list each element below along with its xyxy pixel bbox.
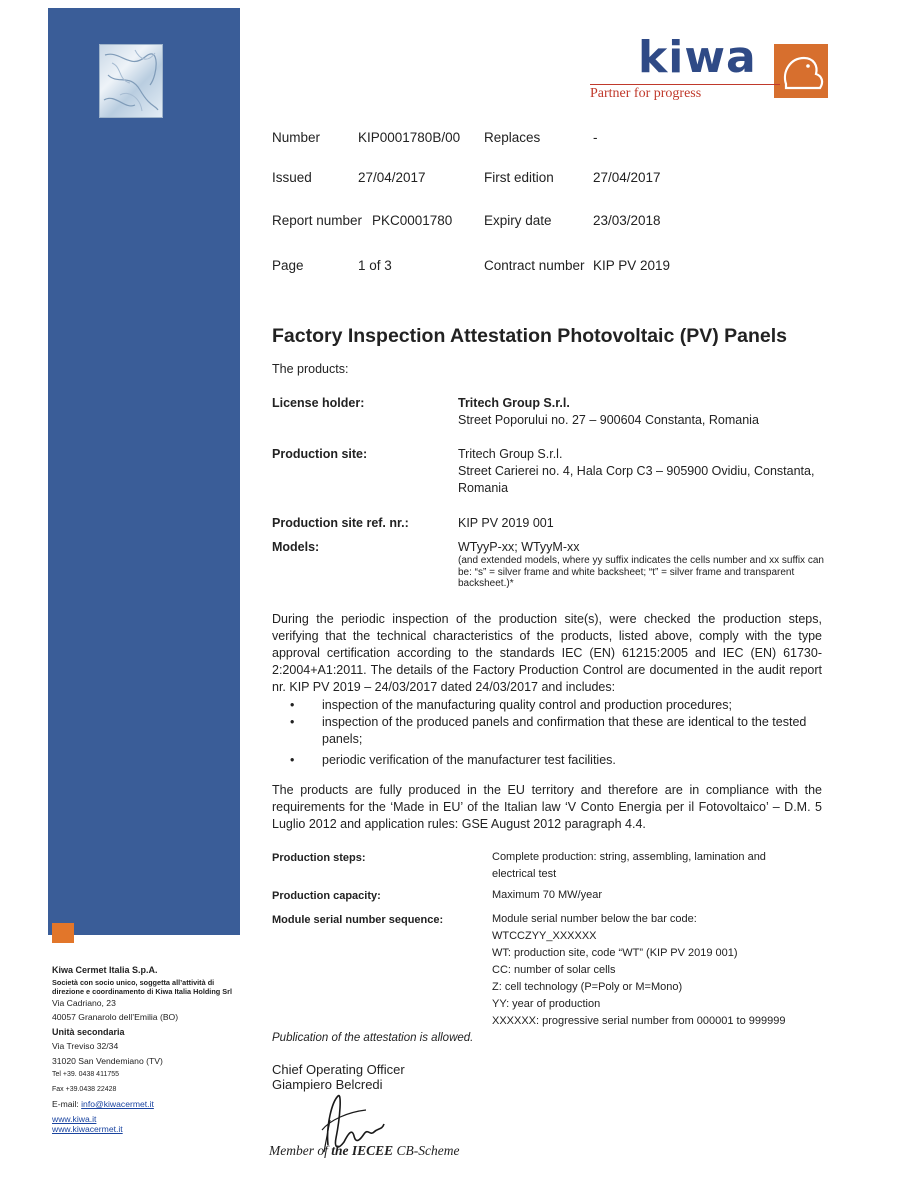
serial-line: WTCCZYY_XXXXXX xyxy=(492,930,597,942)
expiry-date-value: 23/03/2018 xyxy=(593,213,661,228)
secondary-unit-label: Unità secondaria xyxy=(52,1026,125,1037)
signatory-name: Giampiero Belcredi xyxy=(272,1077,383,1092)
products-intro: The products: xyxy=(272,362,349,376)
production-capacity-label: Production capacity: xyxy=(272,890,381,902)
replaces-label: Replaces xyxy=(484,130,541,145)
production-steps-value-1: Complete production: string, assembling, lamination and xyxy=(492,851,766,863)
web-links xyxy=(52,1114,237,1134)
serial-line: YY: year of production xyxy=(492,998,601,1010)
list-item: • inspection of the produced panels and confirmation that these are identical to the tested panels; xyxy=(290,715,807,746)
replaces-value: - xyxy=(593,130,598,145)
license-holder-address: Street Poporului no. 27 – 900604 Constanta, Romania xyxy=(458,413,759,427)
email-label: E-mail: xyxy=(52,1099,79,1109)
report-number-label: Report number xyxy=(272,213,363,228)
company-note: Società con socio unico, soggetta all’attività di direzione e coordinamento di Kiwa Italia Holding Srl xyxy=(52,977,233,996)
secondary-city: 31020 San Vendemiano (TV) xyxy=(52,1055,163,1066)
license-holder-name: Tritech Group S.r.l. xyxy=(458,396,570,410)
inspection-paragraph: During the periodic inspection of the production site(s), were checked the production steps, verifying that the technical characteristics of the products, listed above, comply with the type approval certification according to the standards IEC (EN) 61215:2005 and IEC (EN) 61730-2:2004+A1:2011. The details of the Factory Production Control are documented in the audit report nr. KIP PV 2019 – 24/03/2017 dated 24/03/2017 and includes: xyxy=(272,612,822,694)
contract-number-value: KIP PV 2019 xyxy=(593,258,671,273)
kiwa-logo xyxy=(590,32,830,101)
secondary-street: Via Treviso 32/34 xyxy=(52,1041,119,1051)
address-street: Via Cadriano, 23 xyxy=(52,997,116,1008)
serial-line: CC: number of solar cells xyxy=(492,964,616,976)
list-item: • periodic verification of the manufacturer test facilities. xyxy=(290,753,616,767)
site-ref-label: Production site ref. nr.: xyxy=(272,516,409,530)
kiwa-wordmark: kiwa xyxy=(638,32,757,83)
serial-line: WT: production site, code “WT” (KIP PV 2019 001) xyxy=(492,947,738,959)
production-steps-label: Production steps: xyxy=(272,852,366,864)
signatory-role: Chief Operating Officer xyxy=(272,1062,405,1077)
company-address-block xyxy=(52,963,237,1134)
site-ref-value: KIP PV 2019 001 xyxy=(458,516,554,530)
serial-line: XXXXXX: progressive serial number from 000001 to 999999 xyxy=(492,1015,786,1027)
list-item: • inspection of the manufacturing quality control and production procedures; xyxy=(290,698,732,712)
decorative-logo-image xyxy=(99,44,163,118)
issued-label: Issued xyxy=(272,170,312,185)
production-site-line3: Romania xyxy=(458,481,509,495)
telephone: Tel +39. 0438 411755 xyxy=(52,1071,120,1078)
number-label: Number xyxy=(272,130,321,145)
marble-pattern-icon xyxy=(100,45,162,117)
models-note: (and extended models, where yy suffix indicates the cells number and xx suffix can be: “s” = silver frame and white backsheet; “t” = silver frame and transparent backsheet.)* xyxy=(458,555,824,589)
beaver-icon xyxy=(774,44,828,98)
company-name: Kiwa Cermet Italia S.p.A. xyxy=(52,965,158,975)
serial-sequence-label: Module serial number sequence: xyxy=(272,914,444,926)
website-link-kiwacermet[interactable]: www.kiwacermet.it xyxy=(52,1123,123,1134)
publication-note: Publication of the attestation is allowed. xyxy=(272,1032,474,1044)
first-edition-value: 27/04/2017 xyxy=(593,170,661,185)
number-value: KIP0001780B/00 xyxy=(358,130,461,145)
page-label: Page xyxy=(272,258,304,273)
signatory-block xyxy=(272,1062,405,1092)
models-label: Models: xyxy=(272,540,320,554)
inspection-bullets xyxy=(290,697,820,769)
serial-line: Module serial number below the bar code: xyxy=(492,913,697,925)
email-row xyxy=(52,1097,237,1112)
serial-line: Z: cell technology (P=Poly or M=Mono) xyxy=(492,981,683,993)
production-capacity-value: Maximum 70 MW/year xyxy=(492,889,603,901)
report-number-value: PKC0001780 xyxy=(372,213,453,228)
orange-square-marker xyxy=(52,923,74,943)
iecee-membership: Member of the IECEE CB-Scheme xyxy=(269,1143,460,1158)
page-value: 1 of 3 xyxy=(358,258,392,273)
production-site-line1: Tritech Group S.r.l. xyxy=(458,447,563,461)
production-steps-value-2: electrical test xyxy=(492,868,557,880)
address-city: 40057 Granarolo dell’Emilia (BO) xyxy=(52,1012,179,1022)
contract-number-label: Contract number xyxy=(484,258,585,273)
expiry-date-label: Expiry date xyxy=(484,213,552,228)
models-value: WTyyP-xx; WTyyM-xx xyxy=(458,540,580,554)
issued-value: 27/04/2017 xyxy=(358,170,426,185)
logo-divider xyxy=(590,84,780,85)
website-link-kiwa[interactable]: www.kiwa.it xyxy=(52,1113,97,1124)
fax: Fax +39.0438 22428 xyxy=(52,1085,117,1093)
eu-compliance-paragraph: The products are fully produced in the EU territory and therefore are in compliance with the requirements for the ‘Made in EU’ of the Italian law ‘V Conto Energia per il Fotovoltaico’ – D.M. 5 Luglio 2012 and application rules: GSE August 2012 paragraph 4.4. xyxy=(272,783,822,831)
document-title: Factory Inspection Attestation Photovoltaic (PV) Panels xyxy=(272,325,788,347)
sidebar-band xyxy=(48,8,240,935)
first-edition-label: First edition xyxy=(484,170,554,185)
production-site-label: Production site: xyxy=(272,447,368,461)
license-holder-label: License holder: xyxy=(272,396,365,410)
email-link[interactable]: info@kiwacermet.it xyxy=(81,1099,154,1109)
kiwa-tagline: Partner for progress xyxy=(590,86,702,101)
production-site-line2: Street Carierei no. 4, Hala Corp C3 – 905900 Ovidiu, Constanta, xyxy=(458,464,815,478)
